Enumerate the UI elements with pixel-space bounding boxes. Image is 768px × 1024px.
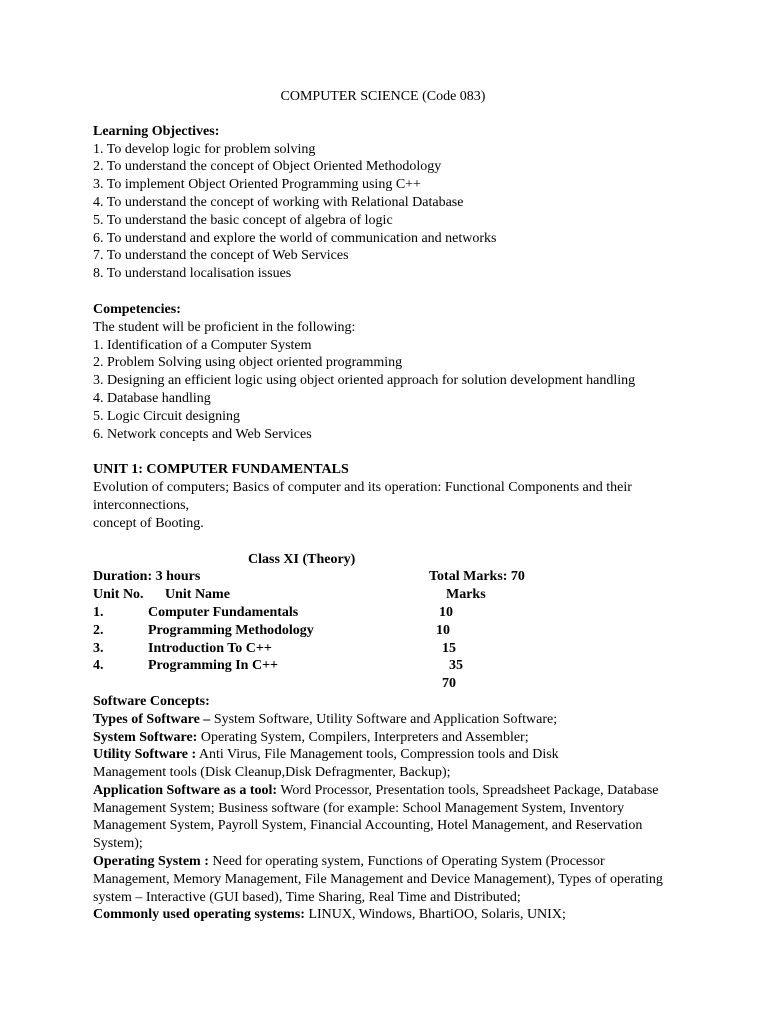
total-row xyxy=(93,675,673,693)
common-os-label: Commonly used operating systems: xyxy=(93,907,305,923)
application-software-label: Application Software as a tool: xyxy=(93,782,278,798)
unit-name: Computer Fundamentals xyxy=(148,604,299,620)
list-item: 8. To understand localisation issues xyxy=(93,266,292,282)
list-item: 7. To understand the concept of Web Services xyxy=(93,248,349,264)
unit-marks: 10 xyxy=(439,604,453,620)
unit-name: Programming Methodology xyxy=(148,622,314,638)
application-software-text: Word Processor, Presentation tools, Spreadsheet Package, Database Management System; Business software (for example: School Management System, Inventory Management System, Payroll System, Financial Accounting, Hotel Management, and Reservation System); xyxy=(93,782,659,852)
column-header-unit-name: Unit Name xyxy=(165,587,230,603)
unit-name: Programming In C++ xyxy=(148,658,279,674)
learning-objectives-list xyxy=(93,141,673,283)
unit-marks: 15 xyxy=(442,640,456,656)
duration: Duration: 3 hours xyxy=(93,569,201,585)
list-item: 2. Problem Solving using object oriented programming xyxy=(93,355,403,371)
utility-software-label: Utility Software : xyxy=(93,747,197,763)
list-item: 3. To implement Object Oriented Programming using C++ xyxy=(93,177,421,193)
system-software-label: System Software: xyxy=(93,729,198,745)
unit-number: 3. xyxy=(93,640,104,656)
unit-number: 4. xyxy=(93,658,104,674)
utility-software-text: Anti Virus, File Management tools, Compression tools and Disk Management tools (Disk Cleanup,Disk Defragmenter, Backup); xyxy=(93,747,559,781)
list-item: 4. Database handling xyxy=(93,390,211,406)
software-types-label: Types of Software – xyxy=(93,711,211,727)
competencies-intro: The student will be proficient in the following: xyxy=(93,319,356,335)
learning-objectives-heading: Learning Objectives: xyxy=(93,123,220,139)
column-header-unit-no: Unit No. xyxy=(93,587,144,603)
operating-system-label: Operating System : xyxy=(93,854,209,870)
unit1-heading: UNIT 1: COMPUTER FUNDAMENTALS xyxy=(93,462,349,478)
duration-row xyxy=(93,568,673,586)
operating-system-text: Need for operating system, Functions of Operating System (Processor Management, Memory Management, File Management and Device Management), Types of operating system – Interactive (GUI based), Time Sharing, Real Time and Distributed; xyxy=(93,854,663,905)
unit-marks: 10 xyxy=(436,622,450,638)
list-item: 6. Network concepts and Web Services xyxy=(93,426,312,442)
unit-marks: 35 xyxy=(449,658,463,674)
competencies-heading: Competencies: xyxy=(93,301,181,317)
marks-total: 70 xyxy=(442,676,456,692)
class-heading-row xyxy=(93,551,673,569)
operating-system-paragraph xyxy=(93,853,673,906)
software-types-paragraph xyxy=(93,711,673,729)
list-item: 6. To understand and explore the world of communication and networks xyxy=(93,230,497,246)
unit-number: 1. xyxy=(93,604,104,620)
system-software-paragraph xyxy=(93,729,673,747)
competencies-list xyxy=(93,337,673,444)
table-row xyxy=(93,622,673,640)
software-concepts-heading: Software Concepts: xyxy=(93,693,210,709)
common-os-paragraph xyxy=(93,906,673,924)
software-types-text: System Software, Utility Software and Application Software; xyxy=(210,711,558,727)
table-row xyxy=(93,604,673,622)
table-row xyxy=(93,657,673,675)
unit-name: Introduction To C++ xyxy=(148,640,272,656)
common-os-text: LINUX, Windows, BhartiOO, Solaris, UNIX; xyxy=(304,907,566,923)
application-software-paragraph xyxy=(93,782,668,853)
unit1-body-booting: concept of Booting. xyxy=(93,515,204,531)
unit1-body: Evolution of computers; Basics of computer and its operation: Functional Components and their interconnections, xyxy=(93,480,632,513)
table-row xyxy=(93,640,673,658)
table-header-row xyxy=(93,586,673,604)
list-item: 4. To understand the concept of working with Relational Database xyxy=(93,194,464,210)
page-title: COMPUTER SCIENCE (Code 083) xyxy=(280,89,486,104)
list-item: 2. To understand the concept of Object Oriented Methodology xyxy=(93,159,442,175)
list-item: 1. Identification of a Computer System xyxy=(93,337,312,353)
list-item: 3. Designing an efficient logic using object oriented approach for solution development handling xyxy=(93,373,636,389)
list-item: 5. To understand the basic concept of algebra of logic xyxy=(93,212,393,228)
total-marks: Total Marks: 70 xyxy=(429,569,525,585)
unit-number: 2. xyxy=(93,622,104,638)
utility-software-paragraph xyxy=(93,746,633,782)
system-software-text: Operating System, Compilers, Interpreters and Assembler; xyxy=(197,729,529,745)
list-item: 5. Logic Circuit designing xyxy=(93,408,240,424)
list-item: 1. To develop logic for problem solving xyxy=(93,141,316,157)
document-page xyxy=(93,88,673,924)
column-header-marks: Marks xyxy=(446,587,486,603)
class-heading: Class XI (Theory) xyxy=(248,551,356,567)
